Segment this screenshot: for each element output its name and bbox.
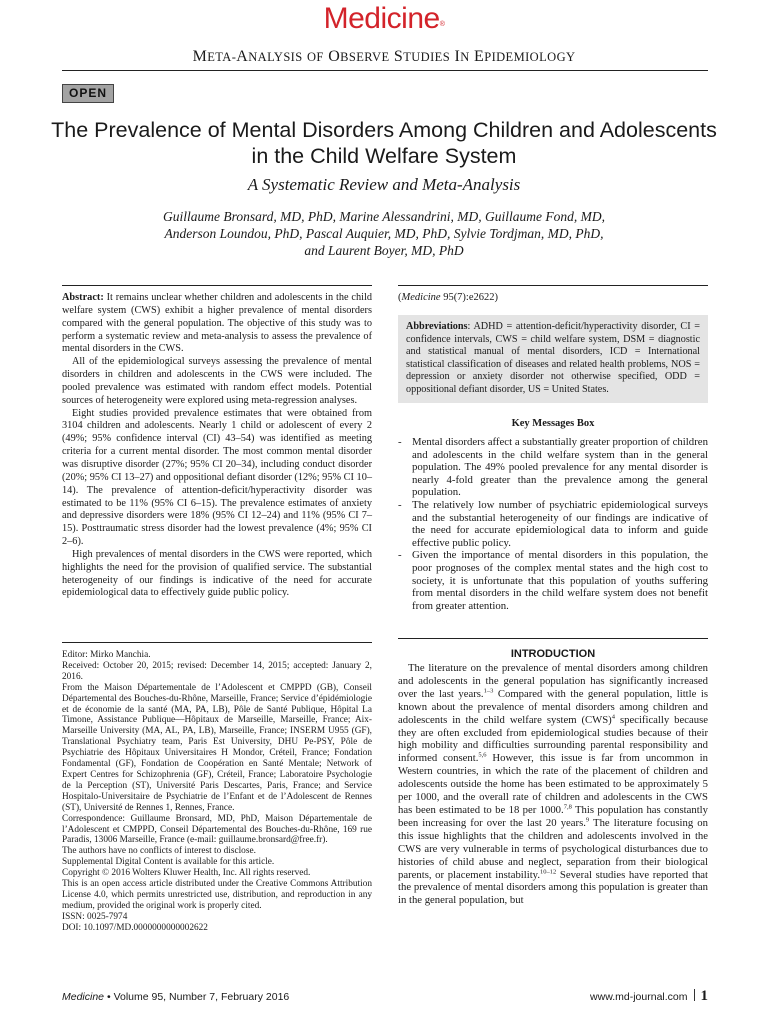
- citation-line: (Medicine 95(7):e2622): [398, 292, 499, 303]
- abbreviations-label: Abbreviations: [406, 321, 468, 332]
- journal-logo: Medicine®: [323, 2, 445, 35]
- open-access-badge: OPEN: [62, 84, 114, 103]
- abstract-paragraph: Abstract: It remains unclear whether children and adolescents in the child welfare system (CWS) exhibit a higher prevalence of mental disorders compared with the general population. The objective of this study was to perform a systematic review and meta-analysis to assess the prevalence of mental disorders in the CWS.: [62, 292, 372, 355]
- abstract: [62, 292, 372, 600]
- license: This is an open access article distributed under the Creative Commons Attribution License 4.0, which permits unrestricted use, distribution, and reproduction in any medium, provided the original work is properly cited.: [62, 879, 372, 911]
- front-matter: [62, 650, 372, 934]
- footer-separator: [694, 989, 695, 1001]
- section-heading: META-ANALYSIS OF OBSERVE STUDIES IN EPIDEMIOLOGY: [192, 48, 576, 65]
- introduction-paragraph: The literature on the prevalence of mental disorders among children and adolescents in the general population has significantly increased over the last years.$^{1-3}$ Compared with the general population, little is known about the prevalence of mental disorders among children and adolescents in the child welfare system (CWS)$^4$ specifically because they are often excluded from epidemiological studies because of their high mobility and difficulties surrounding parental responsibility and informed consent.$^{5,6}$ However, this issue is far from uncommon in Western countries, in which the rate of the placement of children and adolescents outside the home has been estimated to be approximately 5 per 1000, and the overall rate of children and adolescents in the CWS has been estimated to be 18 per 1000.$^{7,8}$ This population has constantly been increasing for over the last 20 years.$^9$ The literature focusing on this issue highlights that the children and adolescents involved in the CWS are very vulnerable in terms of psychological disturbances due to histories of child abuse and neglect, separation from their biological parents, or placement instability.$^{10-12}$ Several studies have reported that the prevalence of mental disorders among this population is greater than in the general population, but: [398, 662, 708, 907]
- article-title: The Prevalence of Mental Disorders Among Children and Adolescents in the Child Welfare System: [51, 118, 717, 168]
- copyright: Copyright © 2016 Wolters Kluwer Health, Inc. All rights reserved.: [62, 868, 311, 879]
- list-item: - The relatively low number of psychiatric epidemiological surveys and the substantial heterogeneity of our findings are indicative of the need for accurate epidemiological data to inform and guide effective public policy.: [398, 498, 708, 549]
- list-item: - Mental disorders affect a substantially greater proportion of children and adolescents in the child welfare system than in the general population. The 49% pooled prevalence for any mental disorder is nearly 4-fold greater than the prevalence among the general population.: [398, 436, 708, 499]
- list-item: - Given the importance of mental disorders in this population, the poor prognoses of the complex mental states and the high cost to society, it is unfortunate that this population of youths suffering from mental disorders in the child welfare system does not benefit from greater attention.: [398, 549, 708, 612]
- affiliations: From the Maison Départementale de l’Adolescent et CMPPD (GB), Conseil Départemental des Bouches-du-Rhône, Marseille, France; Service d’épidémiologie et de économie de la santé (MA, PA, LB), Pôle de Santé Publique, Hôpital La Timone, Assistance Publique—Hôpitaux de Marseille, Marseille, France; Aix-Marseille University (MA, AL, PA, LB), Marseille, France; INSERM U955 (GF), Translational Psychiatry team, Paris Est University, DHU Pe-PSY, Pôle de Psychiatrie des Hôpitaux Universitaires H Mondor, Créteil, France; Fondation Fondamental (GF), Fondation de Coopération en Santé Mentale; Network of Expert Centres for Schizophrenia (GF), Créteil, France; Laboratoire Psychologie de la Perception (ST), Université Paris Descartes, Paris, France; and Service Hospitalo-Universitaire de Psychiatrie de l’Enfant et de l’Adolescent de Rennes (ST), Université de Rennes 1, Rennes, France.: [62, 682, 372, 813]
- supplemental-note: Supplemental Digital Content is available for this article.: [62, 857, 275, 868]
- right-column-rule: [398, 285, 708, 286]
- key-messages-bottom-rule: [398, 638, 708, 639]
- abbreviations-box: Abbreviations: ADHD = attention-deficit/hyperactivity disorder, CI = confidence intervals, CWS = child welfare system, DSM = diagnostic and statistical manual of mental disorders, ICD = International statistical classification of diseases and related health problems, NOS = depression or anxiety disorder not otherwise specified, ODD = oppositional defiant disorder, US = United States.: [398, 315, 708, 403]
- author-line: and Laurent Boyer, MD, PhD: [304, 243, 464, 258]
- footer-page-info: [590, 988, 708, 1005]
- abstract-label: Abstract:: [62, 292, 104, 303]
- author-line: Guillaume Bronsard, MD, PhD, Marine Alessandrini, MD, Guillaume Fond, MD,: [163, 209, 605, 224]
- abstract-paragraph: All of the epidemiological surveys assessing the prevalence of mental disorders in children and adolescents in the CWS were included. The pooled prevalence was estimated with random effect models. Potential sources of heterogeneity were explored using meta-regression analyses.: [62, 356, 372, 406]
- conflicts-statement: The authors have no conflicts of interest to disclose.: [62, 846, 256, 857]
- header-rule: [62, 70, 708, 71]
- key-messages-list: [398, 436, 708, 612]
- section-heading-introduction: INTRODUCTION: [510, 648, 596, 660]
- key-messages-title: Key Messages Box: [511, 418, 595, 429]
- article-subtitle: A Systematic Review and Meta-Analysis: [247, 175, 521, 194]
- introduction-body: [398, 662, 708, 907]
- bullet-dash: -: [398, 549, 402, 562]
- abstract-paragraph: High prevalences of mental disorders in the CWS were reported, which highlights the need for the provision of qualified service. The substantial heterogeneity of our findings is indicative of the need for accurate epidemiological data to effectively guide public policy.: [62, 548, 372, 599]
- bullet-dash: -: [398, 436, 402, 448]
- doi: DOI: 10.1097/MD.0000000000002622: [62, 922, 208, 933]
- page-number: 1: [700, 988, 708, 1004]
- author-list: [80, 208, 688, 259]
- editor-note: Editor: Mirko Manchia.: [62, 650, 151, 660]
- issn: ISSN: 0025-7974: [62, 911, 128, 922]
- footer-url[interactable]: www.md-journal.com: [590, 991, 688, 1003]
- received-dates: Received: October 20, 2015; revised: December 14, 2015; accepted: January 2, 2016.: [62, 660, 372, 682]
- author-line: Anderson Loundou, PhD, Pascal Auquier, MD, PhD, Sylvie Tordjman, MD, PhD,: [164, 226, 604, 241]
- correspondence: Correspondence: Guillaume Bronsard, MD, PhD, Maison Départementale de l’Adolescent et CMPPD, Conseil Départemental des Bouches-du-Rhône, 169 rue Paradis, 13006 Marseille, France (e-mail: guillaume.bronsard@free.fr).: [62, 813, 372, 846]
- abstract-top-rule: [62, 285, 372, 286]
- abstract-paragraph: Eight studies provided prevalence estimates that were obtained from 3104 children and adolescents. Nearly 1 child or adolescent of every 2 (49%; 95% confidence interval (CI) 43–54) was identified as meeting criteria for a current mental disorder. The most common mental disorder was disruptive disorder (27%; 95% CI 20–34), including conduct disorder (20%; 95% CI 13–27) and oppositional defiant disorder (12%; 95% CI 10–14). The prevalence of attention-deficit/hyperactivity disorder was estimated to be 11% (95% CI 6–15). The prevalence estimates of anxiety and depressive disorders were 18% (95% CI 12–24) and 11% (95% CI 7–15). Posttraumatic stress disorder had the lowest prevalence (4%; 95% CI 2–6).: [62, 407, 372, 548]
- abstract-bottom-rule: [62, 642, 372, 643]
- footer-journal-info: Medicine • Volume 95, Number 7, February 2016: [62, 991, 290, 1003]
- bullet-dash: -: [398, 498, 402, 511]
